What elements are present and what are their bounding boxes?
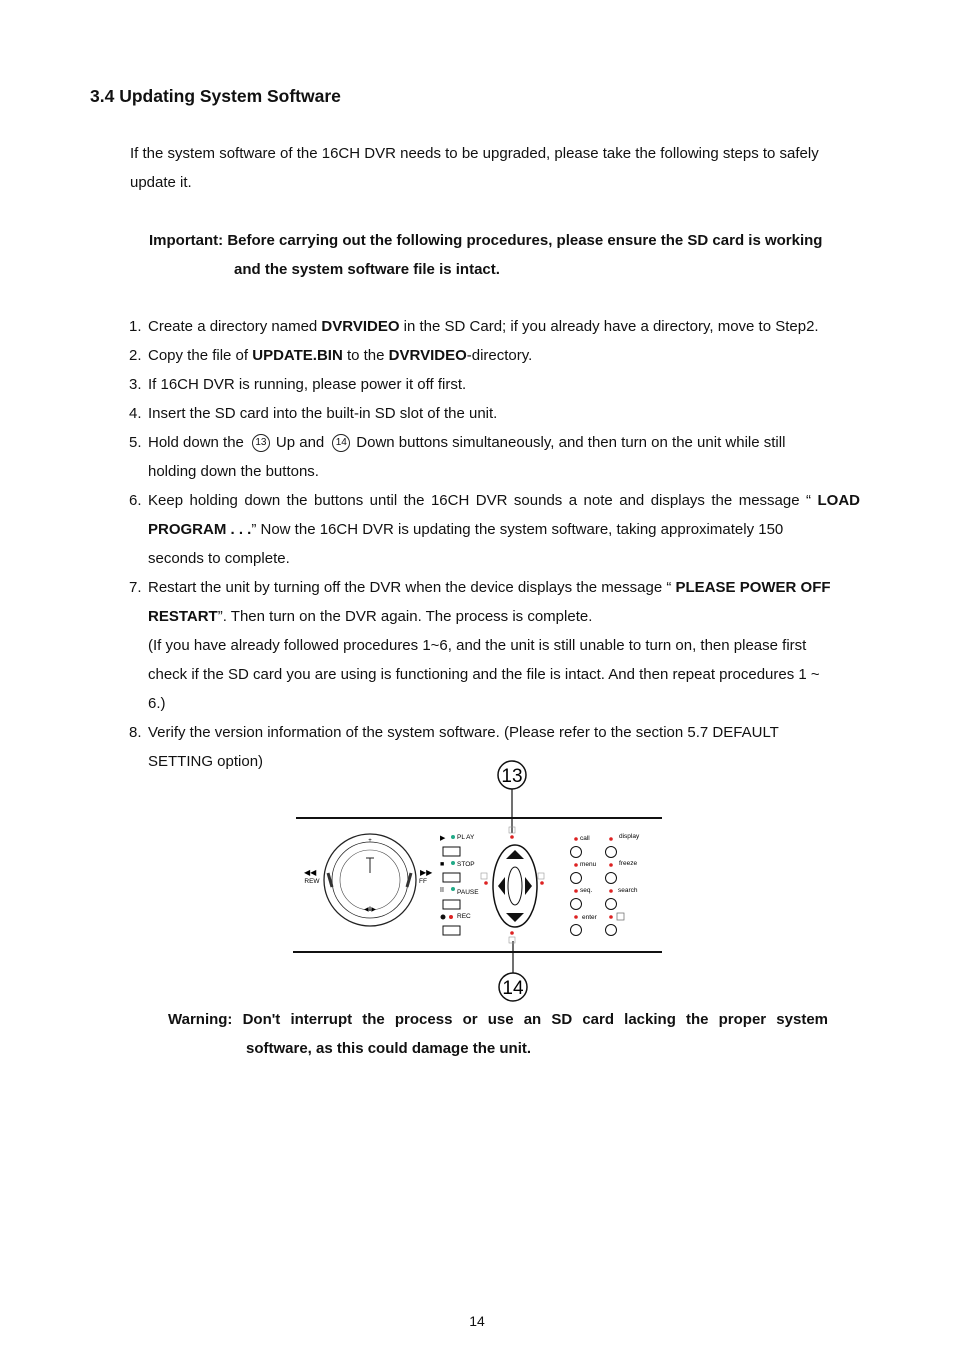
button-14-icon: 14 [332,434,350,452]
steps-list [129,312,877,776]
svg-text:■: ■ [440,861,445,868]
important-line: Important: Before carrying out the following procedures, please ensure the SD card is working [149,232,823,249]
step-8: 8. Verify the version information of the system software. (Please refer to the section 5.7 DEFAULT SETTING option) [129,718,877,776]
menu-label: menu [580,861,597,868]
step-5: 5. Hold down the 13 Up and 14 Down buttons simultaneously, and then turn on the unit while still holding down the buttons. [129,428,877,486]
svg-text:+: + [368,838,372,844]
important-note [149,226,889,284]
callout-14-label: 14 [502,978,524,999]
right-arrow-icon [525,877,532,895]
step-2: 2. Copy the file of UPDATE.BIN to the DVRVIDEO-directory. [129,341,877,370]
ff-label: FF [419,878,427,885]
step-3: 3. If 16CH DVR is running, please power it off first. [129,370,877,399]
callout-13-label: 13 [501,766,523,787]
step-6: 6. Keep holding down the buttons until the 16CH DVR sounds a note and displays the message “ LOAD PROGRAM . . .” Now the 16CH DVR is updating the system software, taking approximately 150 seconds to complete. [129,486,877,573]
call-label: call [580,835,590,842]
zoom-icon [617,913,624,920]
section-title: 3.4 Updating System Software [90,86,341,106]
rec-label: REC [457,913,471,920]
step-number: 5. [129,434,142,451]
step-number: 7. [129,579,142,596]
dvr-front-panel-diagram [290,755,670,1005]
jog-shuttle-dial [304,834,433,926]
directory-name: DVRVIDEO [388,347,467,364]
svg-text:▶▶: ▶▶ [420,868,433,877]
step-number: 2. [129,347,142,364]
message-text: LOAD [817,492,860,509]
step-number: 8. [129,724,142,741]
step-number: 1. [129,318,142,335]
intro-line: If the system software of the 16CH DVR needs to be upgraded, please take the following steps to safely [130,145,819,162]
intro-line: update it. [130,174,192,191]
function-buttons [571,833,640,936]
left-arrow-icon [498,877,505,895]
up-arrow-icon [506,850,524,859]
file-name: UPDATE.BIN [252,347,343,364]
svg-text:▶: ▶ [440,835,446,842]
warning-line: software, as this could damage the unit. [246,1040,532,1057]
transport-buttons [440,834,479,935]
step-4: 4. Insert the SD card into the built-in SD slot of the unit. [129,399,877,428]
step-number: 6. [129,492,142,509]
step-7: 7. Restart the unit by turning off the DVR when the device displays the message “ PLEASE POWER OFF RESTART”. Then turn on the DVR again. The process is complete. (If you have already followed procedures 1~6, and the unit is still unable to turn on, then please first check if the SD card you are using is functioning and the file is intact. And then repeat procedures 1 ~ 6.) [129,573,877,718]
intro-paragraph [130,139,870,197]
enter-label: enter [582,914,597,921]
directory-name: DVRVIDEO [321,318,400,335]
warning-line: Warning: Don't interrupt the process or use an SD card lacking the proper system [168,1011,828,1028]
step-number: 3. [129,376,142,393]
down-arrow-icon [506,913,524,922]
warning-note [168,1005,828,1063]
svg-text:◀ll▶: ◀ll▶ [364,907,376,913]
svg-text:II: II [440,887,444,894]
freeze-label: freeze [619,860,638,867]
search-label: search [618,887,638,894]
important-line: and the system software file is intact. [234,261,500,278]
display-label: display [619,833,640,840]
step-1: 1. Create a directory named DVRVIDEO in the SD Card; if you already have a directory, move to Step2. [129,312,877,341]
svg-text:◀◀: ◀◀ [304,868,317,877]
step-number: 4. [129,405,142,422]
stop-label: STOP [457,861,475,868]
message-text: PLEASE POWER OFF [675,579,831,596]
pause-label: PAUSE [457,889,479,896]
button-13-icon: 13 [252,434,270,452]
message-text: PROGRAM . . . [148,521,252,538]
direction-pad [481,827,544,943]
page-number: 14 [469,1313,485,1329]
rew-label: REW [304,878,320,885]
play-label: PL AY [457,834,475,841]
seq-label: seq. [580,887,593,894]
message-text: RESTART [148,608,218,625]
